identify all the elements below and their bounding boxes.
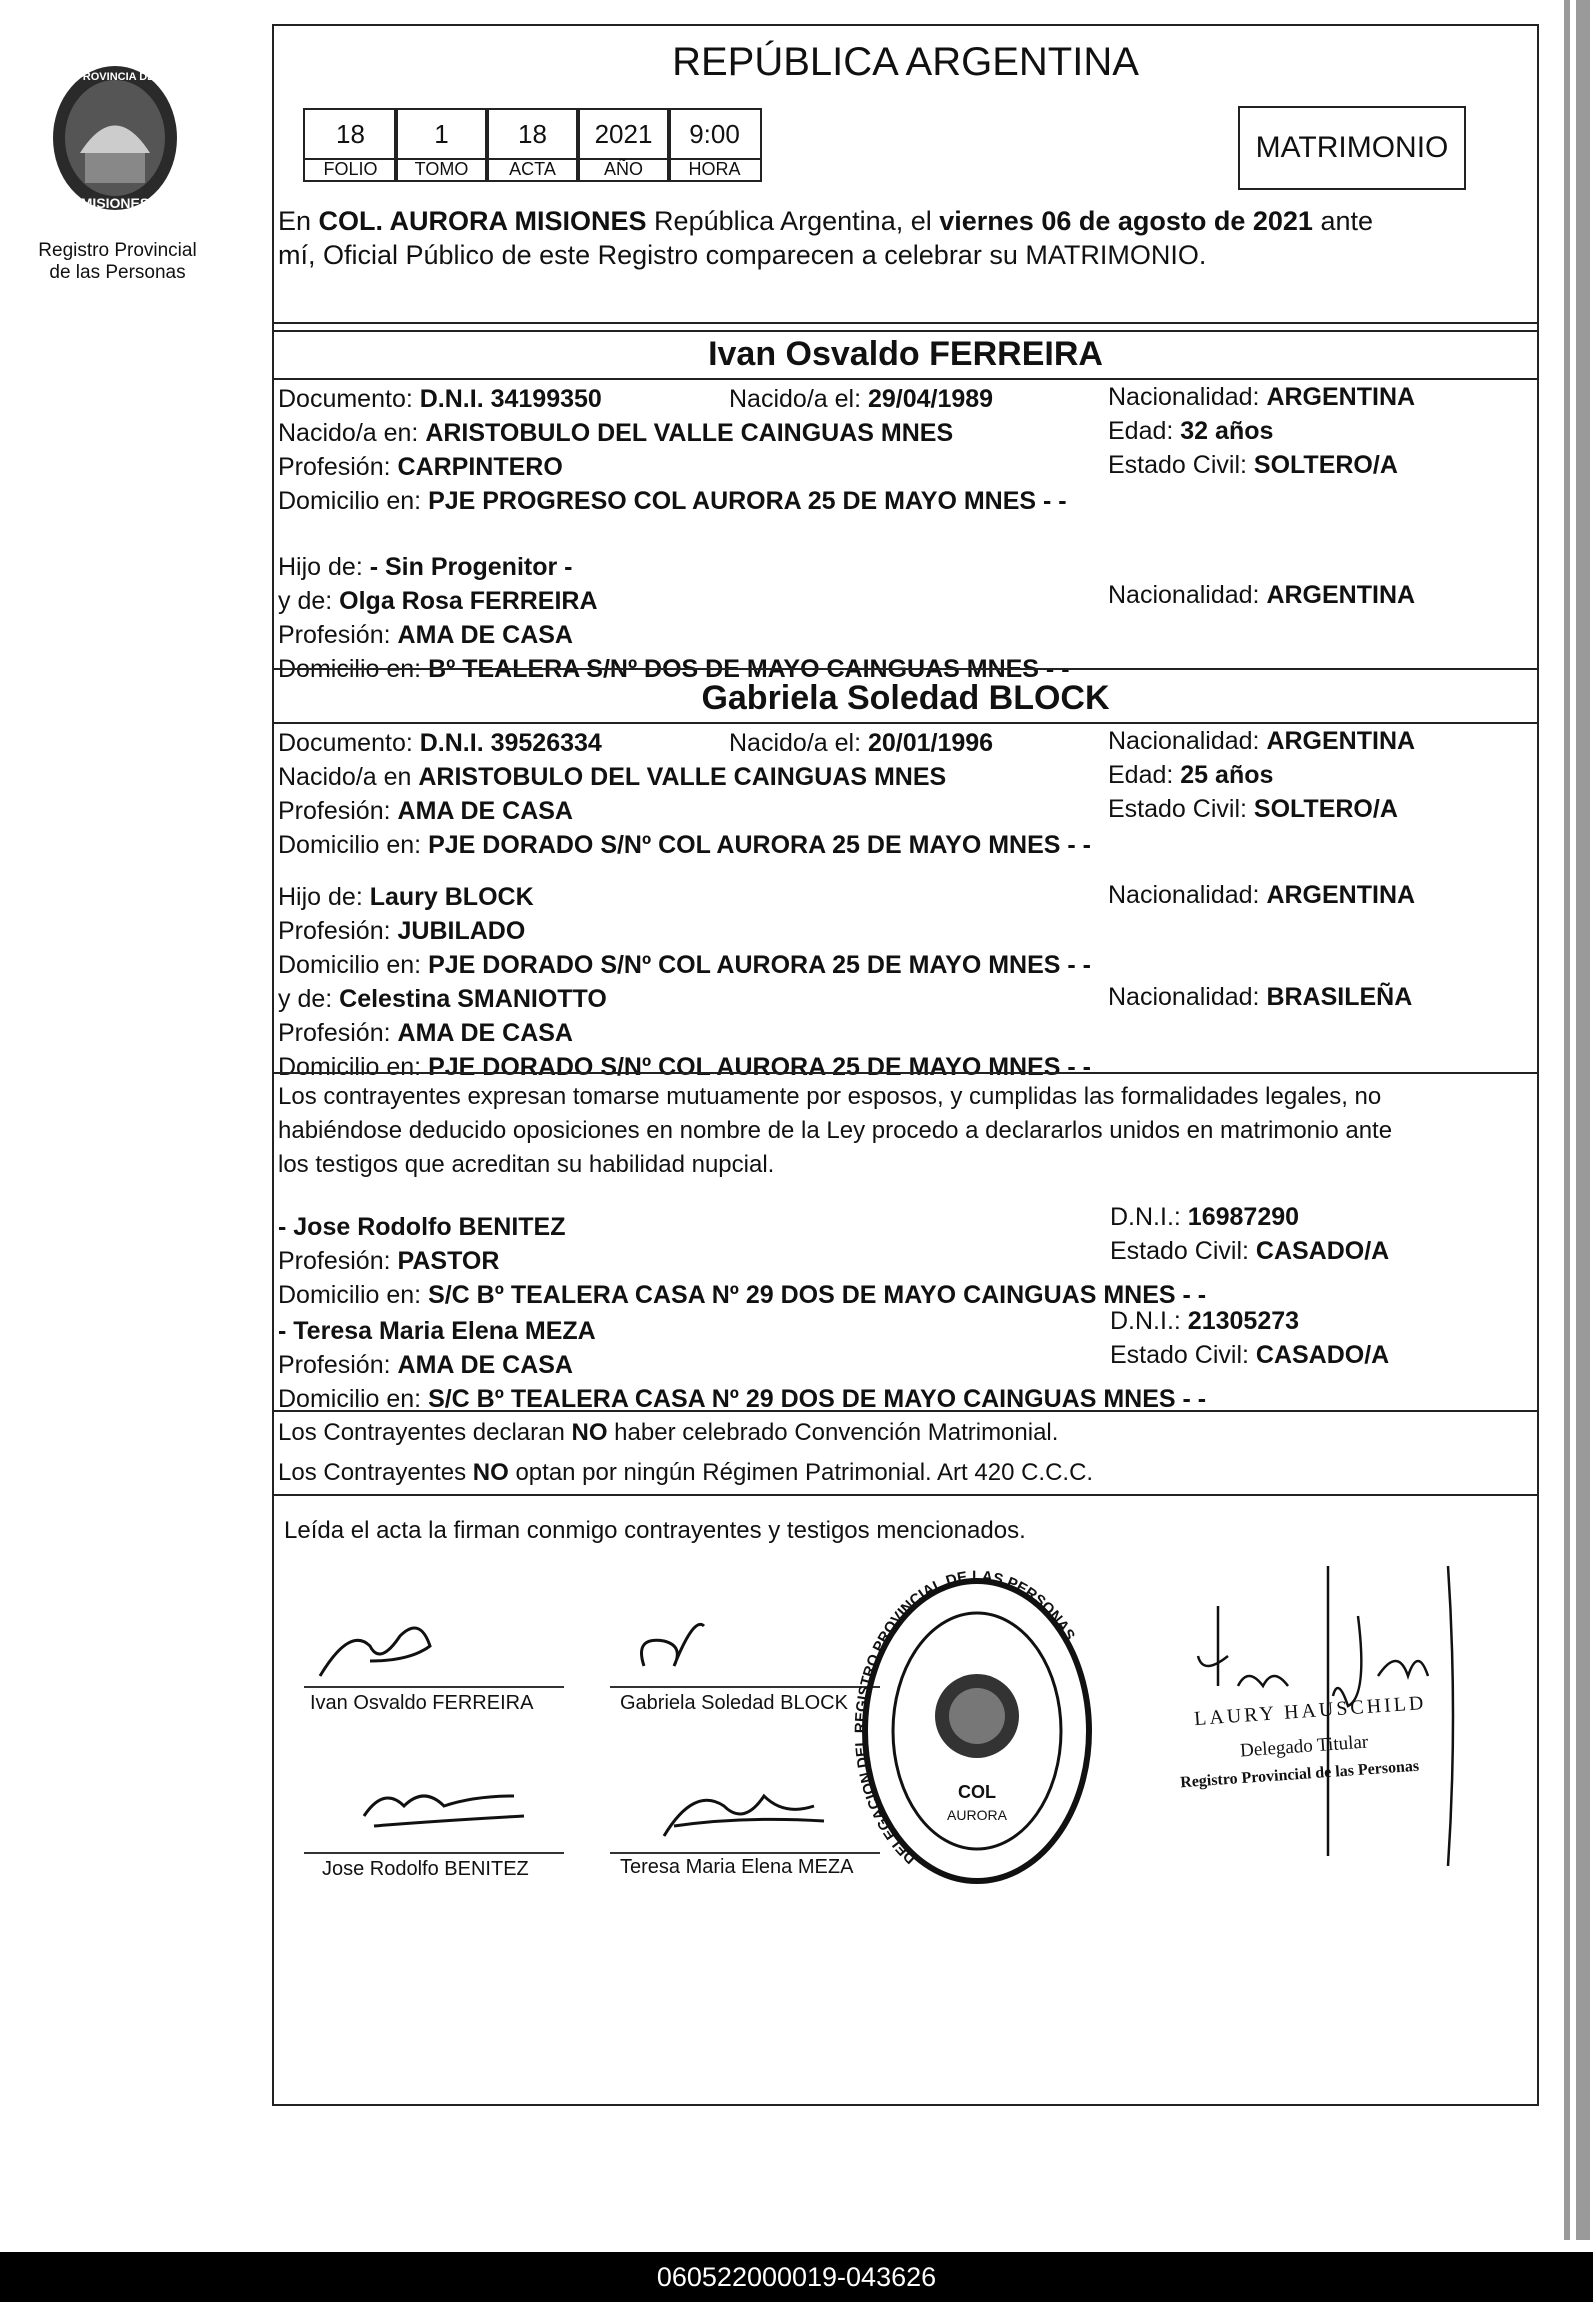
spouse1-born: 29/04/1989 <box>867 385 994 413</box>
spouse1-parent2-prof: AMA DE CASA <box>397 621 573 649</box>
svg-text:COL: COL <box>958 1782 996 1802</box>
spouse2-dom-row <box>278 830 1533 860</box>
spouse1-parent2-prof-row <box>278 620 1533 650</box>
spouse1-parent2-nat: ARGENTINA <box>1266 581 1416 609</box>
witness2-dom: S/C Bº TEALERA CASA Nº 29 DOS DE MAYO CAINGUAS MNES - - <box>428 1385 1207 1413</box>
spouse2-civil: SOLTERO/A <box>1253 795 1398 823</box>
spouse2-age-label: Edad: <box>1108 761 1181 789</box>
hora-label: HORA <box>667 158 762 182</box>
witness1-dni-label: D.N.I.: <box>1110 1203 1188 1231</box>
witness1-name: - Jose Rodolfo BENITEZ <box>278 1213 566 1241</box>
spouse2-parent1-dom-row <box>278 950 1533 980</box>
witness1-dni: 16987290 <box>1187 1203 1300 1231</box>
spouse1-dom: PJE PROGRESO COL AURORA 25 DE MAYO MNES - - <box>428 487 1067 515</box>
spouse1-birthplace-row <box>278 418 1533 448</box>
spouse2-birthplace-label: Nacido/a en <box>278 763 419 791</box>
signature-line-1 <box>304 1686 564 1688</box>
spouse1-doc: D.N.I. 34199350 <box>419 385 602 413</box>
spouse2-parent1-dom-label: Domicilio en: <box>278 951 429 979</box>
spouse2-nat: ARGENTINA <box>1266 727 1416 755</box>
spouse1-age: 32 años <box>1180 417 1274 445</box>
intro-text-2: República Argentina, el <box>646 206 940 236</box>
intro-line-1 <box>278 206 1533 236</box>
witness2-name: - Teresa Maria Elena MEZA <box>278 1317 596 1345</box>
witness1-civil-label: Estado Civil: <box>1110 1237 1256 1265</box>
spouse1-parent1-row <box>278 552 1533 582</box>
intro-place: COL. AURORA MISIONES <box>318 206 647 236</box>
official-org: Registro Provincial de las Personas <box>1179 1757 1420 1792</box>
convention-line-2 <box>278 1458 1533 1488</box>
spouse2-birthplace: ARISTOBULO DEL VALLE CAINGUAS MNES <box>418 763 947 791</box>
right-edge-rule <box>1564 0 1570 2240</box>
spouse1-nat: ARGENTINA <box>1266 383 1416 411</box>
intro-text-1: En <box>278 206 319 236</box>
spouse2-civil-label: Estado Civil: <box>1108 795 1254 823</box>
convention-1b: NO <box>571 1419 608 1446</box>
signature-ivan <box>310 1606 490 1686</box>
spouse2-name: Gabriela Soledad BLOCK <box>701 679 1110 717</box>
signature-label-4: Teresa Maria Elena MEZA <box>620 1856 854 1878</box>
intro-date: viernes 06 de agosto de 2021 <box>939 206 1313 236</box>
spouse1-name: Ivan Osvaldo FERREIRA <box>708 335 1103 373</box>
footer-bar <box>0 2252 1593 2302</box>
ano-label: AÑO <box>576 158 671 182</box>
spouse1-parent2-prof-label: Profesión: <box>278 621 398 649</box>
divider <box>274 330 1537 332</box>
witness2-dni-label: D.N.I.: <box>1110 1307 1188 1335</box>
convention-2b: NO <box>472 1459 509 1486</box>
spouse1-nat-row <box>1108 382 1415 412</box>
witness1-dom: S/C Bº TEALERA CASA Nº 29 DOS DE MAYO CAINGUAS MNES - - <box>428 1281 1207 1309</box>
svg-text:PROVINCIA DE: PROVINCIA DE <box>75 71 155 83</box>
convention-line-1 <box>278 1418 1533 1448</box>
witness1-civil: CASADO/A <box>1255 1237 1390 1265</box>
signature-label-3: Jose Rodolfo BENITEZ <box>322 1858 529 1880</box>
spouse2-parent2-nat: BRASILEÑA <box>1266 983 1413 1011</box>
divider <box>274 378 1537 380</box>
spouse1-parent2-nat-label: Nacionalidad: <box>1108 581 1267 609</box>
spouse2-parent1-dom: PJE DORADO S/Nº COL AURORA 25 DE MAYO MNES - - <box>428 951 1091 979</box>
spouse1-parent1-label: Hijo de: <box>278 553 370 581</box>
spouse2-parent2-prof-row <box>278 1018 1533 1048</box>
official-stamp <box>852 1566 1102 1896</box>
spouse1-dom-row <box>278 486 1533 516</box>
signature-teresa <box>644 1766 844 1846</box>
spouse1-civil-row <box>1108 450 1398 480</box>
spouse2-civil-row <box>1108 794 1398 824</box>
spouse2-parent2-dom-label: Domicilio en: <box>278 1053 429 1081</box>
spouse1-birthplace: ARISTOBULO DEL VALLE CAINGUAS MNES <box>425 419 954 447</box>
spouse2-prof-label: Profesión: <box>278 797 398 825</box>
spouse1-nat-label: Nacionalidad: <box>1108 383 1267 411</box>
ano-value: 2021 <box>576 108 671 160</box>
svg-text:DELEGACION DEL REGISTRO PROVIN: DELEGACION DEL REGISTRO PROVINCIAL DE LAS PERSONAS <box>852 1567 1079 1867</box>
spouse1-parent1: - Sin Progenitor - <box>369 553 573 581</box>
witness2-dni-row <box>1110 1306 1299 1336</box>
spouse1-born-label: Nacido/a el: <box>729 385 868 413</box>
spouse1-dom-label: Domicilio en: <box>278 487 429 515</box>
tomo-label: TOMO <box>394 158 489 182</box>
spouse2-nat-label: Nacionalidad: <box>1108 727 1267 755</box>
acta-value: 18 <box>485 108 580 160</box>
record-type-box: MATRIMONIO <box>1238 106 1466 190</box>
spouse1-doc-label: Documento: <box>278 385 420 413</box>
declaration-line-3: los testigos que acreditan su habilidad nupcial. <box>278 1151 775 1178</box>
convention-1a: Los Contrayentes declaran <box>278 1419 572 1446</box>
spouse2-nat-row <box>1108 726 1415 756</box>
spouse1-parent2-dom-label: Domicilio en: <box>278 655 429 683</box>
witness2-dom-label: Domicilio en: <box>278 1385 429 1413</box>
divider <box>274 722 1537 724</box>
spouse2-parent2-dom-row <box>278 1052 1533 1082</box>
witness2-civil: CASADO/A <box>1255 1341 1390 1369</box>
spouse1-civil-label: Estado Civil: <box>1108 451 1254 479</box>
signature-line-4 <box>610 1852 880 1854</box>
page-title: REPÚBLICA ARGENTINA <box>672 40 1139 84</box>
convention-2a: Los Contrayentes <box>278 1459 473 1486</box>
witness1-dom-row <box>278 1280 1533 1310</box>
divider <box>274 668 1537 670</box>
spouse2-parent1-prof-row <box>278 916 1533 946</box>
divider <box>274 1494 1537 1496</box>
witness2-dni: 21305273 <box>1187 1307 1300 1335</box>
spouse2-parent2-label: y de: <box>278 985 340 1013</box>
intro-text-3: ante <box>1312 206 1374 236</box>
spouse2-doc: D.N.I. 39526334 <box>419 729 602 757</box>
spouse2-prof: AMA DE CASA <box>397 797 573 825</box>
spouse2-parent1-nat: ARGENTINA <box>1266 881 1416 909</box>
witness2-civil-row <box>1110 1340 1389 1370</box>
spouse1-age-row <box>1108 416 1273 446</box>
spouse1-age-label: Edad: <box>1108 417 1181 445</box>
declaration-line-2: habiéndose deducido oposiciones en nombre de la Ley procedo a declararlos unidos en matrimonio ante <box>278 1117 1393 1144</box>
spouse2-parent1-prof: JUBILADO <box>397 917 526 945</box>
spouse2-born-label: Nacido/a el: <box>729 729 868 757</box>
spouse2-born-row <box>729 728 993 758</box>
spouse2-parent1-label: Hijo de: <box>278 883 370 911</box>
tomo-value: 1 <box>394 108 489 160</box>
witness1-civil-row <box>1110 1236 1389 1266</box>
provincial-seal <box>40 58 190 228</box>
svg-text:AURORA: AURORA <box>947 1807 1007 1823</box>
hora-value: 9:00 <box>667 108 762 160</box>
spouse2-parent2-prof-label: Profesión: <box>278 1019 398 1047</box>
official-name: LAURY HAUSCHILD <box>1193 1691 1428 1731</box>
spouse2-parent1-nat-label: Nacionalidad: <box>1108 881 1267 909</box>
spouse1-civil: SOLTERO/A <box>1253 451 1398 479</box>
closing-text: Leída el acta la firman conmigo contrayentes y testigos mencionados. <box>284 1517 1026 1544</box>
signature-label-1: Ivan Osvaldo FERREIRA <box>310 1692 534 1714</box>
spouse2-born: 20/01/1996 <box>867 729 994 757</box>
spouse2-age-row <box>1108 760 1273 790</box>
spouse2-dom: PJE DORADO S/Nº COL AURORA 25 DE MAYO MNES - - <box>428 831 1091 859</box>
spouse2-parent2-dom: PJE DORADO S/Nº COL AURORA 25 DE MAYO MNES - - <box>428 1053 1091 1081</box>
spouse1-parent2-label: y de: <box>278 587 340 615</box>
declaration-line-1: Los contrayentes expresan tomarse mutuamente por esposos, y cumplidas las formalidades legales, no <box>278 1083 1382 1110</box>
signature-jose <box>344 1766 544 1846</box>
acta-label: ACTA <box>485 158 580 182</box>
spouse2-parent1: Laury BLOCK <box>369 883 534 911</box>
witness1-dom-label: Domicilio en: <box>278 1281 429 1309</box>
divider <box>274 1410 1537 1412</box>
signature-line-2 <box>610 1686 880 1688</box>
spouse1-prof-label: Profesión: <box>278 453 398 481</box>
spouse2-parent2-nat-label: Nacionalidad: <box>1108 983 1267 1011</box>
convention-2c: optan por ningún Régimen Patrimonial. Art 420 C.C.C. <box>508 1459 1094 1486</box>
document-frame <box>272 24 1539 2106</box>
signature-gabriela <box>624 1606 744 1686</box>
spouse1-born-row <box>729 384 993 414</box>
spouse1-parent2-dom: Bº TEALERA S/Nº DOS DE MAYO CAINGUAS MNES - - <box>428 655 1070 683</box>
witness2-civil-label: Estado Civil: <box>1110 1341 1256 1369</box>
registry-caption-line1: Registro Provincial <box>38 240 197 261</box>
spouse1-birthplace-label: Nacido/a en: <box>278 419 426 447</box>
spouse2-age: 25 años <box>1180 761 1274 789</box>
registry-caption-line2: de las Personas <box>49 262 186 283</box>
spouse2-parent1-nat-row <box>1108 880 1415 910</box>
intro-line-2: mí, Oficial Público de este Registro comparecen a celebrar su MATRIMONIO. <box>278 240 1207 270</box>
witness1-dni-row <box>1110 1202 1299 1232</box>
divider <box>274 322 1537 324</box>
folio-value: 18 <box>303 108 398 160</box>
witness1-prof-label: Profesión: <box>278 1247 398 1275</box>
official-title: Delegado Titular <box>1239 1731 1369 1762</box>
spouse2-birthplace-row <box>278 762 1533 792</box>
spouse1-prof: CARPINTERO <box>397 453 563 481</box>
right-edge-rule-2 <box>1576 0 1590 2240</box>
spouse2-parent2: Celestina SMANIOTTO <box>339 985 607 1013</box>
registry-caption <box>20 240 215 284</box>
spouse2-parent2-prof: AMA DE CASA <box>397 1019 573 1047</box>
svg-text:MISIONES: MISIONES <box>80 195 150 211</box>
witness1-prof: PASTOR <box>397 1247 500 1275</box>
convention-1c: haber celebrado Convención Matrimonial. <box>607 1419 1059 1446</box>
spouse1-parent2: Olga Rosa FERREIRA <box>339 587 598 615</box>
spouse2-dom-label: Domicilio en: <box>278 831 429 859</box>
spouse2-doc-label: Documento: <box>278 729 420 757</box>
witness2-prof: AMA DE CASA <box>397 1351 573 1379</box>
witness2-prof-label: Profesión: <box>278 1351 398 1379</box>
signature-line-3 <box>304 1852 564 1854</box>
spouse1-parent2-nat-row <box>1108 580 1415 610</box>
signature-label-2: Gabriela Soledad BLOCK <box>620 1692 848 1714</box>
spouse2-parent2-nat-row <box>1108 982 1412 1012</box>
folio-label: FOLIO <box>303 158 398 182</box>
document-code: 060522000019-043626 <box>656 2262 937 2292</box>
divider <box>274 1072 1537 1074</box>
spouse2-parent1-prof-label: Profesión: <box>278 917 398 945</box>
